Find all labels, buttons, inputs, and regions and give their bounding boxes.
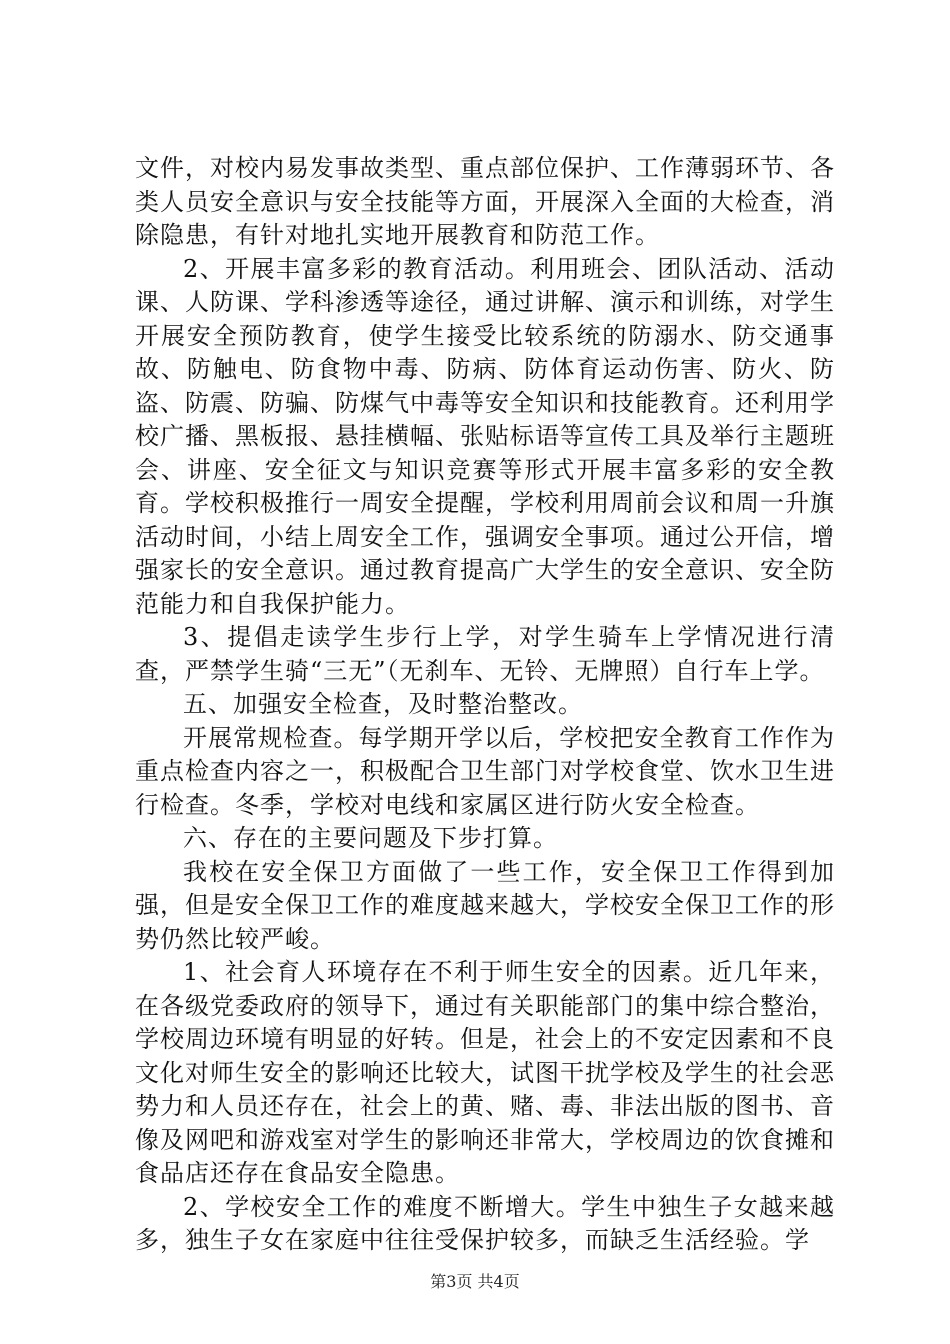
paragraph-2: 2、开展丰富多彩的教育活动。利用班会、团队活动、活动课、人防课、学科渗透等途径，通过讲解、演示和训练，对学生开展安全预防教育，使学生接受比较系统的防溺水、防交通事故、防触电、防食物中毒、防病、防体育运动伤害、防火、防盗、防震、防骗、防煤气中毒等安全知识和技能教育。还利用学校广播、黑板报、悬挂横幅、张贴标语等宣传工具及举行主题班会、讲座、安全征文与知识竞赛等形式开展丰富多彩的安全教育。学校积极推行一周安全提醒，学校利用周前会议和周一升旗活动时间，小结上周安全工作，强调安全事项。通过公开信，增强家长的安全意识。通过教育提高广大学生的安全意识、安全防范能力和自我保护能力。 [135, 254, 835, 618]
paragraph-3: 3、提倡走读学生步行上学，对学生骑车上学情况进行清查，严禁学生骑“三无”（无刹车、无铃、无牌照）自行车上学。 [135, 623, 835, 685]
paragraph-5: 开展常规检查。每学期开学以后，学校把安全教育工作作为重点检查内容之一，积极配合卫生部门对学校食堂、饮水卫生进行检查。冬季，学校对电线和家属区进行防火安全检查。 [135, 723, 835, 819]
paragraph-9: 2、学校安全工作的难度不断增大。学生中独生子女越来越多，独生子女在家庭中往往受保护较多，而缺乏生活经验。学 [135, 1192, 835, 1254]
page-footer [0, 1272, 950, 1292]
section-heading-5: 五、加强安全检查，及时整治整改。 [183, 690, 583, 718]
document-body [135, 152, 835, 1258]
page-number-label: 第3页 共4页 [430, 1272, 520, 1291]
section-heading-6: 六、存在的主要问题及下步打算。 [183, 824, 558, 852]
paragraph-1: 文件，对校内易发事故类型、重点部位保护、工作薄弱环节、各类人员安全意识与安全技能等方面，开展深入全面的大检查，消除隐患，有针对地扎实地开展教育和防范工作。 [135, 154, 835, 249]
paragraph-7: 我校在安全保卫方面做了一些工作，安全保卫工作得到加强，但是安全保卫工作的难度越来越大，学校安全保卫工作的形势仍然比较严峻。 [135, 857, 835, 953]
paragraph-8: 1、社会育人环境存在不利于师生安全的因素。近几年来，在各级党委政府的领导下，通过有关职能部门的集中综合整治，学校周边环境有明显的好转。但是，社会上的不安定因素和不良文化对师生安全的影响还比较大，试图干扰学校及学生的社会恶势力和人员还存在，社会上的黄、赌、毒、非法出版的图书、音像及网吧和游戏室对学生的影响还非常大，学校周边的饮食摊和食品店还存在食品安全隐患。 [135, 958, 835, 1187]
